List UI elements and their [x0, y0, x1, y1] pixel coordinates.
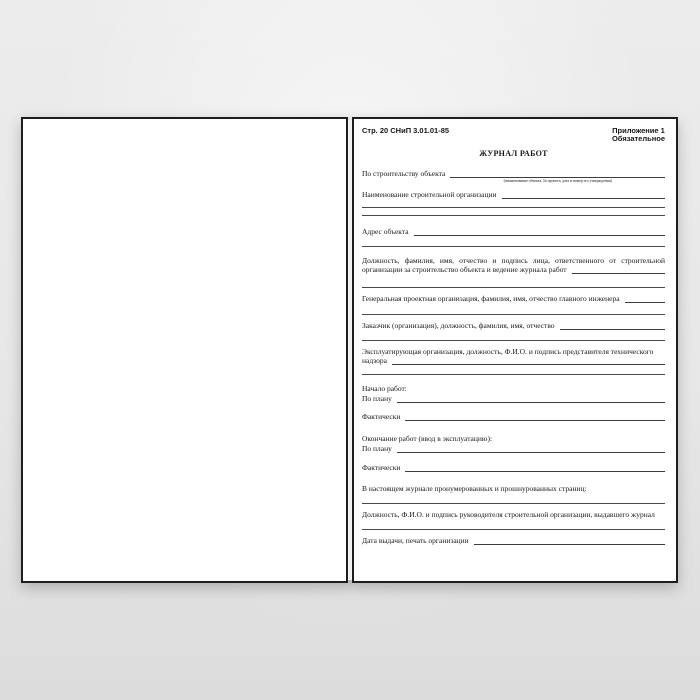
field-start-plan-label: По плану	[362, 394, 392, 403]
blank-fill-line	[405, 463, 665, 472]
horizontal-rule	[362, 503, 665, 504]
annex-line2: Обязательное	[611, 134, 665, 143]
blank-fill-line	[392, 356, 665, 365]
field-pages-count-label: В настоящем журнале пронумерованных и прошнурованных страниц:	[362, 484, 587, 493]
field-finish-plan	[362, 444, 665, 453]
field-object	[362, 169, 665, 184]
annex-line1: Приложение 1	[612, 126, 665, 135]
field-issuer-label: Должность, Ф.И.О. и подпись руководителя строительной организации, выдавшего журнал	[362, 510, 655, 519]
horizontal-rule	[362, 287, 665, 288]
blank-fill-line	[560, 321, 665, 330]
field-start-plan	[362, 394, 665, 403]
horizontal-rule	[362, 207, 665, 208]
horizontal-rule	[362, 340, 665, 341]
field-org-name-label: Наименование строительной организации	[362, 190, 497, 199]
blank-fill-line	[405, 412, 665, 421]
section-finish-title: Окончание работ (ввод в эксплуатацию):	[362, 434, 493, 443]
horizontal-rule	[362, 215, 665, 216]
field-responsible-label: организации за строительство объекта и ведение журнала работ	[362, 265, 567, 274]
field-design-org	[362, 294, 665, 303]
field-operator-label: надзора	[362, 356, 387, 365]
field-responsible-line2	[362, 265, 665, 274]
field-operator-line1: Эксплуатирующая организация, должность, Ф.И.О. и подпись представителя технического	[362, 347, 654, 356]
field-finish-plan-label: По плану	[362, 444, 392, 453]
document-spread	[21, 117, 678, 583]
field-object-caption: (наименование объекта, № проекта, дата и номер его утверждения)	[503, 178, 612, 183]
doc-reference: Стр. 20 СНиП 3.01.01-85	[362, 126, 450, 135]
field-org-name	[362, 190, 665, 199]
horizontal-rule	[362, 246, 665, 247]
horizontal-rule	[362, 529, 665, 530]
field-issue-date	[362, 536, 665, 545]
field-finish-fact	[362, 463, 665, 472]
blank-fill-line	[474, 536, 665, 545]
left-page-blank	[21, 117, 348, 583]
field-customer	[362, 321, 665, 330]
blank-fill-line	[572, 265, 665, 274]
horizontal-rule	[362, 314, 665, 315]
section-start-title: Начало работ:	[362, 384, 407, 393]
form-title: ЖУРНАЛ РАБОТ	[479, 149, 548, 158]
annex-note	[612, 127, 665, 143]
field-finish-fact-label: Фактически	[362, 463, 401, 472]
field-start-fact-label: Фактически	[362, 412, 401, 421]
field-address	[362, 227, 665, 236]
field-address-label: Адрес объекта	[362, 227, 409, 236]
blank-fill-line	[397, 394, 665, 403]
field-customer-label: Заказчик (организация), должность, фамилия, имя, отчество	[362, 321, 555, 330]
blank-fill-line	[397, 444, 665, 453]
field-design-org-label: Генеральная проектная организация, фамилия, имя, отчество главного инженера	[362, 294, 620, 303]
field-operator-line2	[362, 356, 665, 365]
blank-fill-line	[502, 190, 666, 199]
horizontal-rule	[362, 374, 665, 375]
field-object-label: По строительству объекта	[362, 169, 446, 178]
field-responsible-line1: Должность, фамилия, имя, отчество и подпись лица, ответственного от строительной	[362, 256, 665, 265]
blank-fill-line	[414, 227, 665, 236]
right-page-form	[352, 117, 678, 583]
field-start-fact	[362, 412, 665, 421]
field-issue-date-label: Дата выдачи, печать организации	[362, 536, 469, 545]
page-header	[362, 127, 665, 143]
blank-fill-line	[625, 294, 665, 303]
